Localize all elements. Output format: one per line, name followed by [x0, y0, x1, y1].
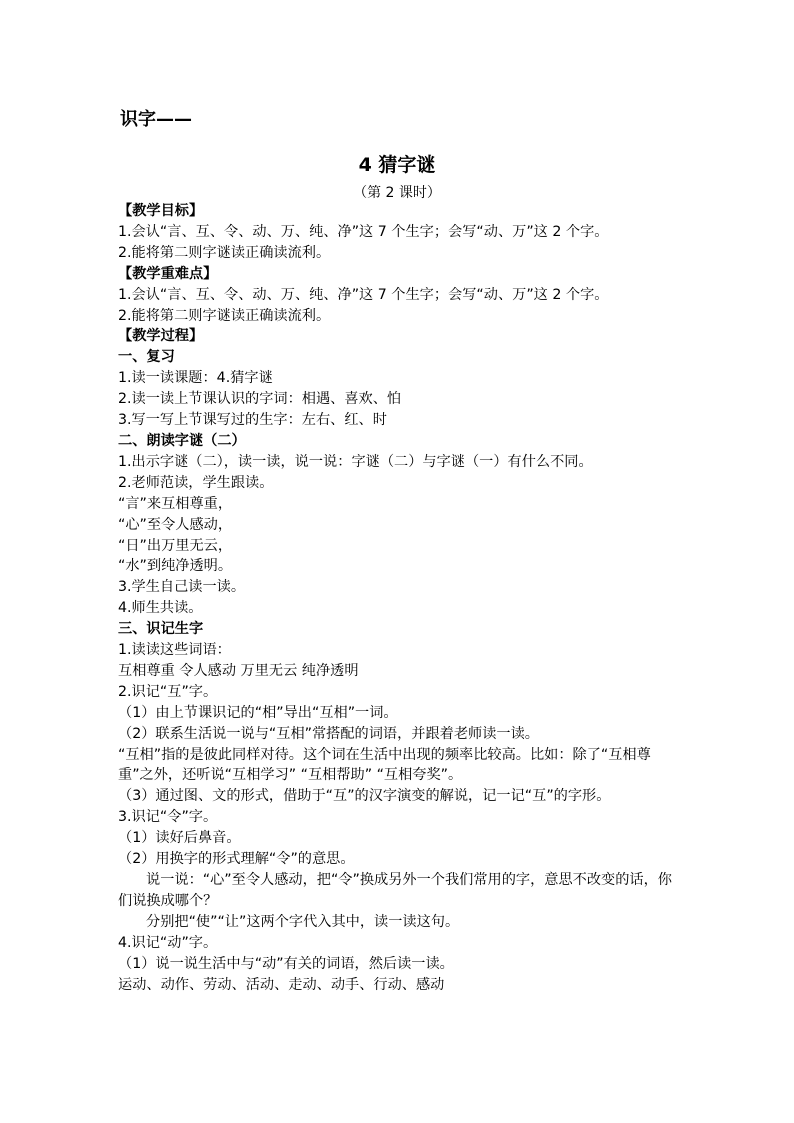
review-item: 3.写一写上节课写过的生字：左右、红、时 [118, 412, 387, 429]
goal-item: 1.会认“言、互、令、动、万、纯、净”这 7 个生字；会写“动、万”这 2 个字。 [118, 223, 609, 240]
section-heading-process: 【教学过程】 [118, 328, 204, 345]
review-item: 2.读一读上节课认识的字词：相遇、喜欢、怕 [118, 391, 402, 408]
unit-label: 识字—— [120, 109, 192, 130]
step-item: （1）由上节课识记的“相”导出“互相”一词。 [118, 704, 398, 721]
step-label: 3.识记“令”字。 [118, 809, 218, 826]
step-note: “互相”指的是彼此同样对待。这个词在生活中出现的频率比较高。比如：除了“互相尊重”之外，还听说“互相学习” “互相帮助” “互相夸奖”。 [118, 746, 651, 784]
riddle-line: “日”出万里无云， [118, 537, 233, 554]
step-item: （2）联系生活说一说与“互相”常搭配的词语，并跟着老师读一读。 [118, 725, 539, 742]
section-heading-goals: 【教学目标】 [118, 203, 204, 219]
section-heading-key-points: 【教学重难点】 [118, 265, 218, 282]
key-point-item: 1.会认“言、互、令、动、万、纯、净”这 7 个生字；会写“动、万”这 2 个字。 [118, 286, 609, 303]
reading-item: 2.老师范读，学生跟读。 [118, 474, 274, 491]
word-list: 运动、动作、劳动、活动、走动、动手、行动、感动 [118, 976, 445, 993]
review-item: 1.读一读课题：4.猜字谜 [118, 370, 273, 387]
subsection-heading-review: 一、复习 [118, 349, 175, 366]
goal-item: 2.能将第二则字谜读正确读流利。 [118, 244, 331, 261]
subsection-heading-reading: 二、朗读字谜（二） [118, 432, 246, 449]
step-item: （1）读好后鼻音。 [118, 830, 241, 847]
step-item: （3）通过图、文的形式，借助于“互”的汉字演变的解说，记一记“互”的字形。 [118, 788, 611, 805]
key-point-item: 2.能将第二则字谜读正确读流利。 [118, 307, 331, 324]
word-list: 互相尊重 令人感动 万里无云 纯净透明 [118, 662, 359, 679]
lesson-title: 4 猜字谜 [358, 154, 436, 176]
riddle-line: “言”来互相尊重， [118, 495, 233, 512]
subsection-heading-characters: 三、识记生字 [118, 621, 204, 638]
reading-item: 3.学生自己读一读。 [118, 579, 246, 596]
step-label: 4.识记“动”字。 [118, 934, 218, 951]
lesson-period: （第 2 课时） [353, 185, 441, 201]
reading-item: 4.师生共读。 [118, 600, 203, 617]
step-label: 2.识记“互”字。 [118, 683, 218, 700]
step-talk: 说一说：“心”至令人感动，把“令”换成另外一个我们常用的字，意思不改变的话，你们说换成哪个？ [118, 872, 672, 909]
step-item: （2）用换字的形式理解“令”的意思。 [118, 851, 355, 868]
riddle-line: “水”到纯净透明。 [118, 558, 233, 575]
riddle-line: “心”至令人感动， [118, 516, 233, 533]
reading-item: 1.出示字谜（二），读一读，说一说：字谜（二）与字谜（一）有什么不同。 [118, 453, 593, 470]
step-item: （1）说一说生活中与“动”有关的词语，然后读一读。 [118, 955, 454, 972]
step-label: 1.读读这些词语： [118, 642, 231, 659]
lesson-body [118, 201, 678, 995]
step-sub: 分别把“使”“让”这两个字代入其中，读一读这句。 [146, 913, 460, 930]
